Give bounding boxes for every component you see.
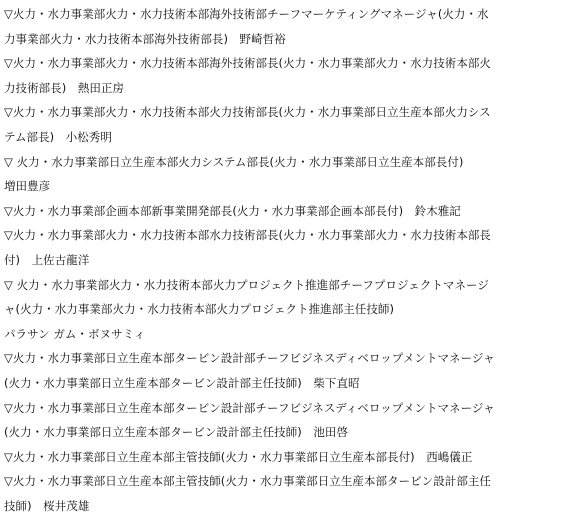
text-line: ▽火力・水力事業部日立生産本部主管技師(火力・水力事業部日立生産本部タービン設計部主任 <box>4 474 491 489</box>
text-line: 技師) 桜井茂雄 <box>4 498 90 513</box>
text-line: ▽火力・水力事業部日立生産本部主管技師(火力・水力事業部日立生産本部長付) 西嶋儀正 <box>4 449 473 464</box>
text-line: ▽ 火力・水力事業部日立生産本部火力システム部長(火力・水力事業部日立生産本部長付) <box>4 154 464 169</box>
text-line: ャ(火力・水力事業部火力・水力技術本部火力プロジェクト推進部主任技師) <box>4 302 394 317</box>
text-line: 増田豊彦 <box>4 179 51 194</box>
text-line: ▽ 火力・水力事業部火力・水力技術本部火力プロジェクト推進部チーフプロジェクトマネージ <box>4 277 489 292</box>
text-line: 力技術部長) 熱田正房 <box>4 80 125 95</box>
text-line: ▽火力・水力事業部火力・水力技術本部火力技術部長(火力・水力事業部日立生産本部火力シス <box>4 105 491 120</box>
text-line: (火力・水力事業部日立生産本部タービン設計部主任技師) 柴下直昭 <box>4 375 360 390</box>
personnel-announcement-text <box>4 2 566 518</box>
text-line: ▽火力・水力事業部日立生産本部タービン設計部チーフビジネスディベロップメントマネージャ <box>4 400 495 415</box>
text-line: テム部長) 小松秀明 <box>4 129 112 144</box>
text-line: 力事業部火力・水力技術本部海外技術部長) 野崎哲裕 <box>4 31 286 46</box>
text-line: ▽火力・水力事業部日立生産本部タービン設計部チーフビジネスディベロップメントマネージャ <box>4 351 495 366</box>
text-line: ▽火力・水力事業部火力・水力技術本部海外技術部チーフマーケティングマネージャ(火力・水 <box>4 7 489 21</box>
text-line: 付) 上佐古龍洋 <box>4 252 90 267</box>
text-line: ▽火力・水力事業部火力・水力技術本部海外技術部長(火力・水力事業部火力・水力技術本部火 <box>4 56 491 71</box>
text-line: ▽火力・水力事業部火力・水力技術本部水力技術部長(火力・水力事業部火力・水力技術本部長 <box>4 228 491 243</box>
text-line: パラサン ガム・ボヌサミィ <box>4 326 146 341</box>
text-line: (火力・水力事業部日立生産本部タービン設計部主任技師) 池田啓 <box>4 425 349 440</box>
text-line: ▽火力・水力事業部企画本部新事業開発部長(火力・水力事業部企画本部長付) 鈴木雅記 <box>4 203 461 218</box>
